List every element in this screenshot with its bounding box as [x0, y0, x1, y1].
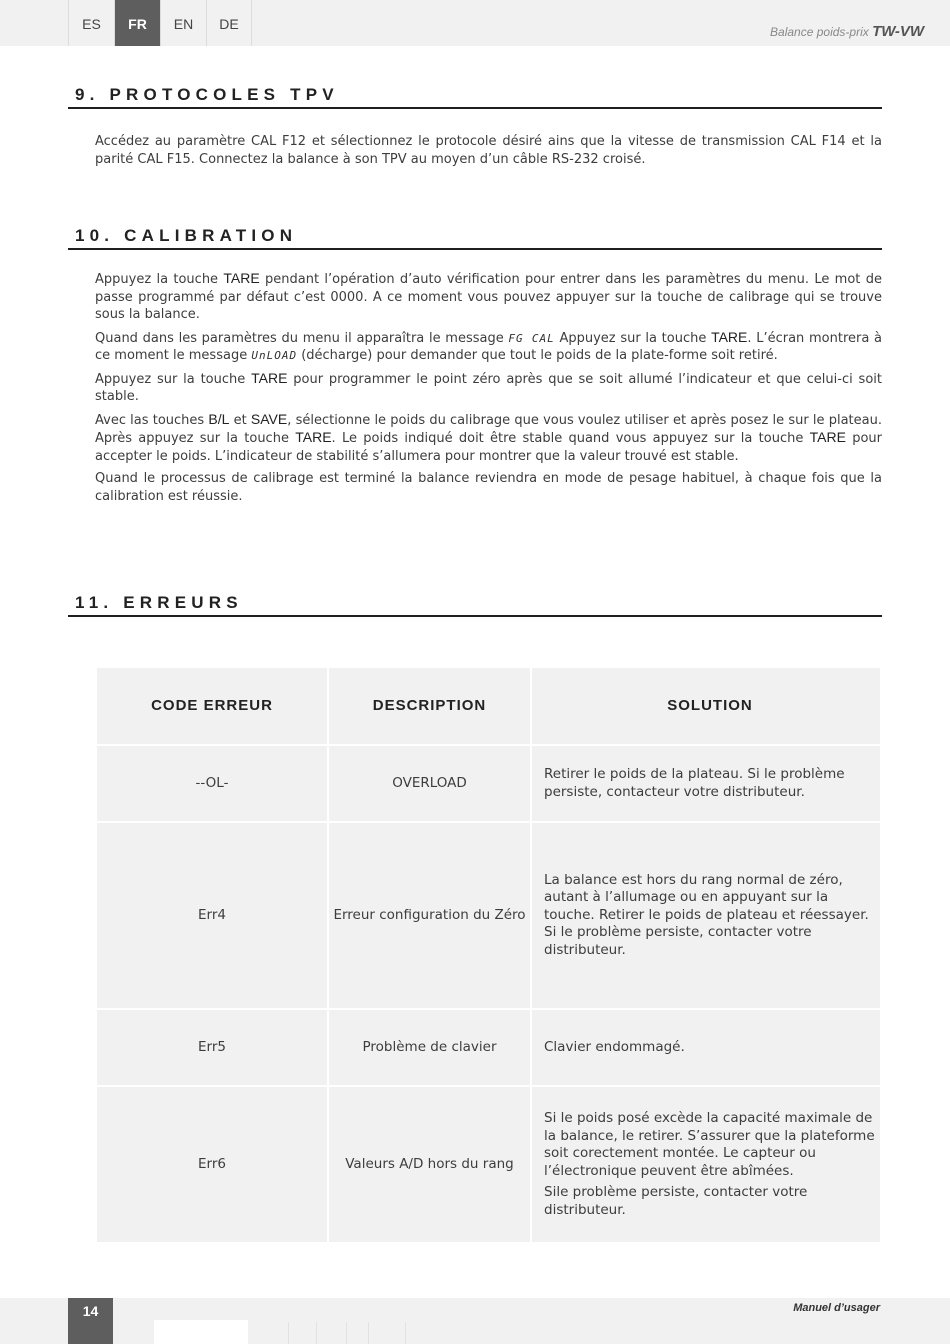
key-label: TARE — [223, 270, 260, 286]
lang-tab-es[interactable]: ES — [68, 0, 114, 46]
error-code: Err4 — [97, 823, 327, 1008]
table-row — [96, 822, 881, 1009]
key-label: TARE — [251, 369, 288, 386]
manual-label: Manuel d’usager — [793, 1302, 880, 1314]
footer-divider — [368, 1322, 369, 1344]
error-solution: Si le poids posé excède la capacité maximale de la balance, le retirer. S’assurer que la plateforme soit corectement montée. Le capteur ou l’électronique peuvent être abîmées. Sile problème persiste, contacter votre distributeur. — [532, 1087, 880, 1242]
paragraph: Appuyez sur la touche TARE pour programmer le point zéro après que se soit allumé l’indicateur et que celui-ci soit stable. — [95, 369, 882, 404]
section-heading-erreurs — [68, 593, 882, 617]
paragraph: Appuyez la touche TARE pendant l’opération d’auto vérification pour entrer dans les paramètres du menu. Le mot de passe programmé par défaut c’est 0000. A ce moment vous pouvez appuyer sur la touche de calibrage qui se trouve sous la balance. — [95, 270, 882, 322]
footer-divider — [288, 1322, 289, 1344]
page-number: 14 — [68, 1298, 113, 1344]
footer-divider — [346, 1322, 347, 1344]
doc-title-prefix: Balance poids-prix — [770, 25, 869, 39]
footer-divider — [316, 1322, 317, 1344]
display-message: UnLOAD — [251, 349, 298, 362]
lang-tab-fr[interactable]: FR — [114, 0, 160, 46]
paragraph: Quand le processus de calibrage est terminé la balance reviendra en mode de pesage habituel, à chaque fois que la calibration est réussie. — [95, 471, 882, 504]
column-header: DESCRIPTION — [329, 668, 530, 744]
error-code: Err5 — [97, 1010, 327, 1085]
error-code: --OL- — [97, 746, 327, 821]
column-header: CODE ERREUR — [97, 668, 327, 744]
section-body-protocoles — [95, 133, 882, 173]
section-title: 9. PROTOCOLES TPV — [75, 85, 339, 104]
paragraph: Quand dans les paramètres du menu il apparaîtra le message FG CAL Appuyez sur la touche TARE. L’écran montrera à ce moment le message UnLOAD (décharge) pour demander que tout le poids de la plate-forme soit retiré. — [95, 328, 882, 363]
top-bar — [0, 0, 950, 46]
key-label: TARE — [809, 429, 846, 445]
section-heading-calibration — [68, 226, 882, 250]
error-table — [96, 667, 881, 1243]
lang-tab-de[interactable]: DE — [206, 0, 252, 46]
section-body-calibration — [95, 270, 882, 510]
error-solution: La balance est hors du rang normal de zéro, autant à l’allumage ou en appuyant sur la touche. Retirer le poids de plateau et réessayer. Si le problème persiste, contacter votre distributeur. — [532, 823, 880, 1008]
error-solution: Clavier endommagé. — [532, 1010, 880, 1085]
footer-bar — [0, 1298, 950, 1344]
error-description: Problème de clavier — [329, 1010, 530, 1085]
footer-decoration — [154, 1320, 248, 1344]
table-row — [96, 745, 881, 822]
language-tabs — [68, 0, 252, 46]
error-description: Erreur configuration du Zéro — [329, 823, 530, 1008]
key-label: TARE — [711, 328, 748, 345]
paragraph: Avec las touches B/L et SAVE, sélectionne le poids du calibrage que vous voulez utiliser et après posez le sur le plateau. Après appuyez sur la touche TARE. Le poids indiqué doit être stable quand vous appuyez sur la touche TARE pour accepter le poids. L’indicateur de stabilité s’allumera pour montrer que la valeur trouvé est stable. — [95, 410, 883, 464]
section-title: 11. ERREURS — [75, 593, 243, 612]
error-description: OVERLOAD — [329, 746, 530, 821]
paragraph: Accédez au paramètre CAL F12 et sélectionnez le protocole désiré ains que la vitesse de transmission CAL F14 et la parité CAL F15. Connectez la balance à son TPV au moyen d’un câble RS-232 croisé. — [95, 134, 882, 167]
key-label: TARE — [295, 429, 332, 445]
error-description: Valeurs A/D hors du rang — [329, 1087, 530, 1242]
column-header: SOLUTION — [532, 668, 880, 744]
lang-tab-en[interactable]: EN — [160, 0, 206, 46]
key-label: SAVE — [250, 410, 288, 427]
table-row — [96, 1009, 881, 1086]
error-code: Err6 — [97, 1087, 327, 1242]
doc-title-model: TW-VW — [872, 23, 924, 40]
error-solution: Retirer le poids de la plateau. Si le problème persiste, contacteur votre distributeur. — [532, 746, 880, 821]
key-label: B/L — [208, 410, 230, 427]
display-message: FG CAL — [508, 331, 555, 345]
table-header-row — [96, 667, 881, 745]
section-title: 10. CALIBRATION — [75, 226, 298, 245]
table-row — [96, 1086, 881, 1243]
footer-divider — [405, 1322, 406, 1344]
document-title — [770, 23, 924, 40]
section-heading-protocoles — [68, 85, 882, 109]
